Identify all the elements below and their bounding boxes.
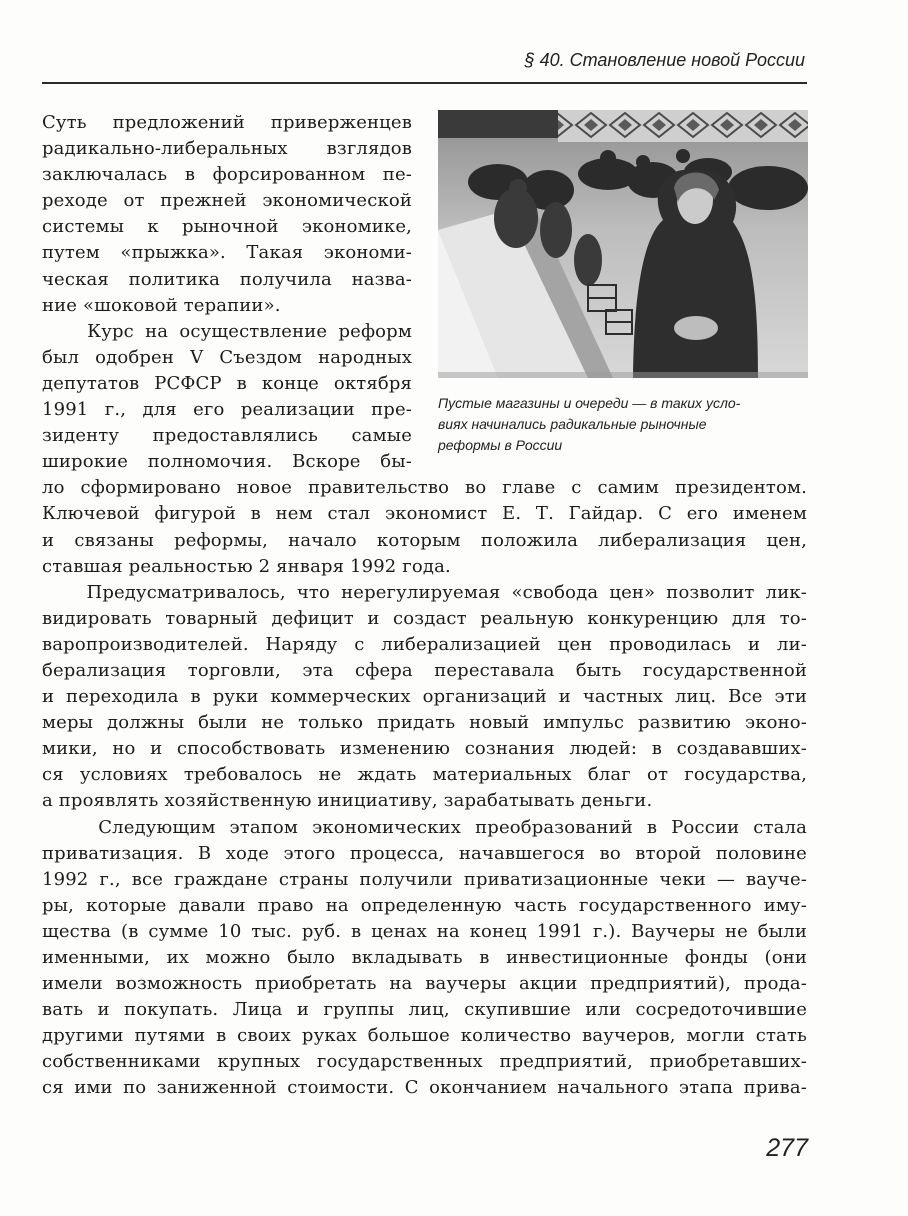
caption-line: реформы в России [438,437,563,453]
text-line: ческая политика получила назва- [42,268,412,290]
text-line: Курс на осуществление реформ [42,320,412,342]
running-header [42,44,807,84]
text-line: был одобрен V Съездом народных [42,346,412,368]
text-line: ры, которые давали право на определенную часть государственного иму- [42,894,807,916]
body-text [42,110,807,1102]
running-title: § 40. Становление новой России [524,50,805,70]
text-line: вать и покупать. Лица и группы лиц, скупившие или сосредоточившие [42,999,807,1021]
text-line: 1992 г., все граждане страны получили приватизационные чеки — вауче- [42,868,807,890]
text-line: зиденту предоставлялись самые [42,425,412,447]
text-line: Ключевой фигурой в нем стал экономист Е. Т. Гайдар. С его именем [42,503,807,525]
text-line: щества (в сумме 10 тыс. руб. в ценах на конец 1991 г.). Ваучеры не были [42,920,807,942]
text-line: ние «шоковой терапии». [42,294,281,316]
text-line: берализация торговли, эта сфера переставала быть государственной [42,659,807,681]
text-line: 1991 г., для его реализации пре- [42,399,412,421]
text-line: радикально-либеральных взглядов [42,138,412,160]
caption-line: Пустые магазины и очереди — в таких усло- [438,395,741,411]
caption-line: виях начинались радикальные рыночные [438,416,707,432]
text-line: заключалась в форсированном пе- [42,164,412,186]
text-line: ло сформировано новое правительство во главе с самим президентом. [42,477,807,499]
text-line: и переходила в руки коммерческих организаций и частных лиц. Все эти [42,686,807,708]
text-line: приватизация. В ходе этого процесса, начавшегося во второй половине [42,842,807,864]
text-line: другими путями в своих руках большое количество ваучеров, могли стать [42,1025,807,1047]
text-line: именными, их можно было вкладывать в инвестиционные фонды (они [42,947,807,968]
text-line: широкие полномочия. Вскоре бы- [42,451,412,473]
text-line: реходе от прежней экономической [42,190,412,212]
text-line: Предусматривалось, что нерегулируемая «свобода цен» позволит лик- [42,581,807,603]
text-line: Следующим этапом экономических преобразований в России стала [42,816,807,838]
text-line: ся ими по заниженной стоимости. С окончанием начального этапа прива- [42,1077,807,1099]
text-line: путем «прыжка». Такая экономи- [42,242,412,264]
text-line: депутатов РСФСР в конце октября [42,372,412,394]
text-line: а проявлять хозяйственную инициативу, зарабатывать деньги. [42,790,653,812]
text-line: ставшая реальностью 2 января 1992 года. [42,555,451,577]
text-line: имели возможность приобретать на ваучеры акции предприятий), прода- [42,973,807,995]
page-number: 277 [766,1134,808,1162]
text-line: меры должны были не только придать новый импульс развитию эконо- [42,712,807,734]
text-line: Суть предложений приверженцев [42,112,412,133]
text-line: собственниками крупных государственных предприятий, приобретавших- [42,1051,807,1073]
text-line: и связаны реформы, начало которым положила либерализация цен, [42,529,807,551]
text-line: видировать товарный дефицит и создаст реальную конкуренцию для то- [42,607,807,629]
text-line: системы к рыночной экономике, [42,216,412,238]
text-line: варопроизводителей. Наряду с либерализацией цен проводилась и ли- [42,633,807,655]
text-line: мики, но и способствовать изменению сознания людей: в создававших- [42,738,807,760]
text-line: ся условиях требовалось не ждать материальных благ от государства, [42,764,807,786]
